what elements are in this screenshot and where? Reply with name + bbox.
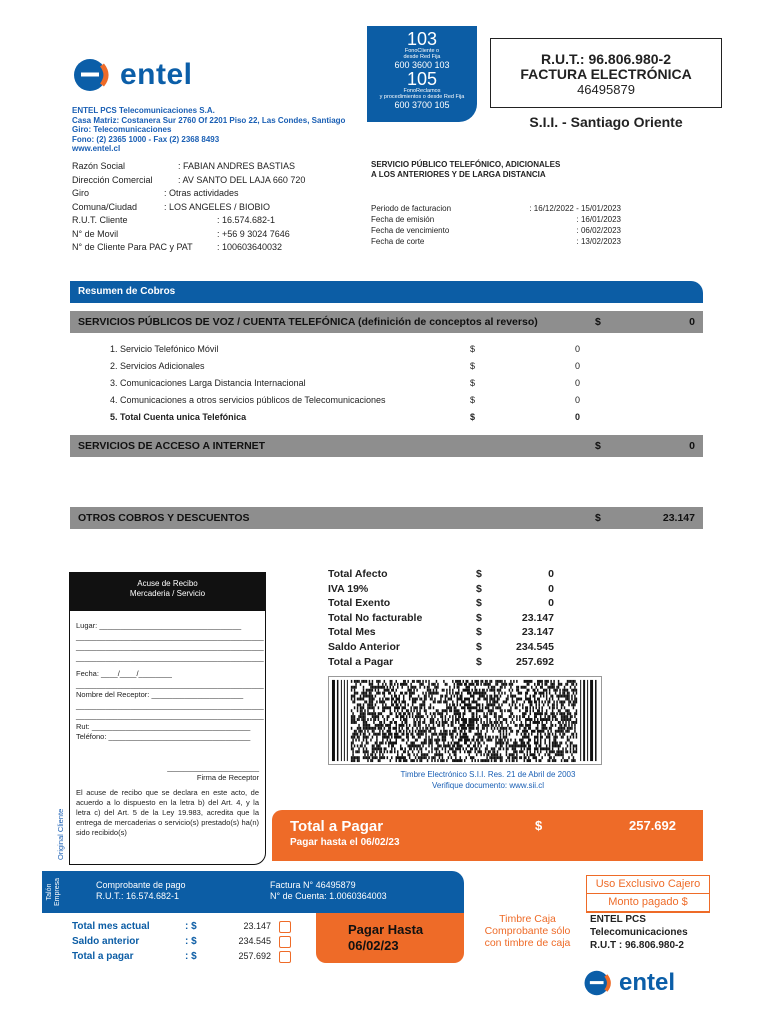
- company-giro: Giro: Telecomunicaciones: [72, 125, 172, 134]
- invoice-rut-box: [490, 38, 722, 108]
- bar-value: 0: [689, 440, 695, 452]
- billing-periods: [371, 203, 621, 247]
- period-row: [371, 214, 621, 225]
- acuse-legal-text: El acuse de recibo que se declara en este acto, de acuerdo a lo dispuesto en la letra b) del Art. 4, y la letra c) del Art. 5 de la Ley 19.983, acredita que la entrega de mercaderias o servicio(s) prestado(s) ha(n) sido recibido(s): [76, 787, 259, 837]
- client-row: [72, 241, 305, 255]
- phone-103: 103: [406, 29, 438, 49]
- timbre-caja: [470, 913, 585, 949]
- period-value: : 16/12/2022 - 15/01/2023: [529, 204, 621, 213]
- acuse-lugar-row: [76, 621, 259, 632]
- monto-pagado-label: Monto pagado $: [587, 894, 709, 912]
- client-value: : LOS ANGELES / BIOBIO: [164, 201, 271, 212]
- other-charges-bar: [70, 507, 703, 529]
- total-currency: $: [476, 582, 482, 595]
- bar-value: 23.147: [662, 512, 695, 524]
- acuse-telefono-label: Teléfono:: [76, 732, 107, 741]
- checkbox[interactable]: [279, 921, 291, 933]
- phone-103-label2: desde Red Fija: [403, 54, 441, 60]
- total-pay-banner: [272, 810, 703, 861]
- timbre-line: Timbre Electrónico S.I.I. Res. 21 de Abril de 2003: [400, 770, 576, 779]
- stub-total-currency: : $: [185, 921, 197, 932]
- acuse-rut-row: [76, 722, 259, 733]
- company-name: ENTEL PCS Telecomunicaciones S.A.: [72, 106, 215, 115]
- acuse-subtitle: Mercaderia / Servicio: [129, 589, 206, 598]
- bar-currency: $: [595, 316, 601, 328]
- client-row: [72, 174, 305, 188]
- table-row: [328, 567, 558, 582]
- service-line: A LOS ANTERIORES Y DE LARGA DISTANCIA: [371, 170, 546, 179]
- total-value: 23.147: [521, 611, 554, 624]
- table-row: [328, 611, 558, 626]
- entel-footer-logo-text: entel: [619, 969, 676, 996]
- bar-label: OTROS COBROS Y DESCUENTOS: [78, 512, 250, 524]
- stub-total-value: 257.692: [238, 951, 271, 961]
- entel-rut-footer: [590, 913, 688, 952]
- timbre-verify-link[interactable]: Verifique documento: www.sii.cl: [431, 781, 545, 790]
- client-value: : AV SANTO DEL LAJA 660 720: [178, 174, 306, 185]
- acuse-lugar-label: Lugar:: [76, 621, 98, 630]
- service-line: SERVICIO PÚBLICO TELEFÓNICO, ADICIONALES: [371, 160, 561, 169]
- total-currency: $: [476, 568, 482, 580]
- stub-right: [270, 880, 387, 902]
- internet-services-bar: [70, 435, 703, 457]
- stub-total-label: Total a pagar: [72, 951, 134, 962]
- list-item: [110, 375, 590, 392]
- table-row: [72, 919, 291, 934]
- period-value: : 13/02/2023: [576, 237, 621, 246]
- stub-factura: Factura N° 46495879: [270, 880, 356, 890]
- resumen-header: Resumen de Cobros: [70, 281, 703, 303]
- acuse-title: Acuse de Recibo: [137, 579, 198, 588]
- acuse-body: [70, 611, 265, 842]
- table-row: [328, 582, 558, 597]
- table-row: [328, 655, 558, 670]
- item-value: 0: [575, 412, 581, 422]
- item-currency: $: [470, 344, 476, 354]
- item-currency: $: [470, 378, 476, 388]
- stub-left: [96, 880, 186, 902]
- total-currency: $: [476, 597, 482, 610]
- item-value: 0: [575, 395, 581, 405]
- acuse-line: _____________________________________________: [76, 700, 264, 710]
- stub-total-currency: : $: [185, 951, 197, 962]
- client-label: Comuna/Ciudad: [72, 201, 138, 212]
- list-item: [110, 409, 590, 426]
- phone-105-number: 600 3700 105: [394, 100, 450, 110]
- bar-value: 0: [689, 316, 695, 328]
- client-value: : FABIAN ANDRES BASTIAS: [178, 161, 296, 171]
- total-label: Saldo Anterior: [328, 640, 400, 653]
- bar-label: SERVICIOS PÚBLICOS DE VOZ / CUENTA TELEFÓNICA (definición de conceptos al reverso): [78, 316, 538, 328]
- item-value: 0: [575, 344, 581, 354]
- total-currency: $: [476, 640, 482, 653]
- acuse-telefono-line: __________________________________: [106, 732, 251, 741]
- acuse-line: _____________________________________________: [76, 642, 264, 651]
- checkbox[interactable]: [279, 951, 291, 963]
- total-pay-currency: $: [535, 818, 543, 833]
- total-value: 234.545: [516, 640, 554, 653]
- bar-label: SERVICIOS DE ACCESO A INTERNET: [78, 440, 266, 452]
- client-row: [72, 187, 305, 201]
- service-description: [371, 160, 571, 180]
- invoice-rut: R.U.T.: 96.806.980-2: [541, 51, 671, 67]
- period-label: Periodo de facturacion: [371, 204, 452, 213]
- pagar-hasta-label: Pagar Hasta: [348, 922, 424, 937]
- total-label: Total a Pagar: [328, 655, 394, 668]
- total-label: Total Exento: [328, 597, 391, 610]
- period-value: : 06/02/2023: [576, 226, 621, 235]
- total-label: IVA 19%: [328, 582, 369, 595]
- total-value: 23.147: [521, 626, 554, 639]
- entel-logo: [72, 56, 193, 94]
- client-info: [72, 160, 305, 255]
- total-value: 0: [548, 597, 554, 610]
- acuse-line: _____________________________________________: [76, 679, 264, 689]
- acuse-firma-label: Firma de Receptor: [196, 773, 259, 782]
- acuse-receptor-row: [76, 690, 259, 701]
- phone-105: 105: [406, 69, 438, 89]
- acuse-lugar-line: __________________________________: [97, 621, 242, 630]
- item-currency: $: [470, 395, 476, 405]
- total-pay-subtitle: Pagar hasta el 06/02/23: [290, 837, 400, 848]
- table-row: [328, 596, 558, 611]
- bar-currency: $: [595, 512, 601, 524]
- phone-105-label2: y procedimientos o desde Red Fija: [379, 94, 465, 100]
- item-currency: $: [470, 361, 476, 371]
- item-label: 3. Comunicaciones Larga Distancia Internacional: [110, 378, 306, 388]
- acuse-firma-line: ______________________: [167, 762, 259, 772]
- total-currency: $: [476, 655, 482, 668]
- timbre-electronico: [388, 769, 588, 791]
- period-row: [371, 203, 621, 214]
- acuse-receptor-label: Nombre del Receptor:: [76, 690, 150, 699]
- total-pay-title: Total a Pagar: [290, 818, 384, 835]
- stub-comprobante: Comprobante de pago: [96, 880, 186, 890]
- table-row: [72, 934, 291, 949]
- company-web: www.entel.cl: [72, 144, 121, 153]
- entel-rut-line: Telecomunicaciones: [590, 927, 688, 938]
- period-row: [371, 225, 621, 236]
- entel-rut-line: ENTEL PCS: [590, 914, 646, 925]
- phone-105-label: FonoReclamos: [403, 88, 441, 94]
- list-item: [110, 341, 590, 358]
- entel-footer-logo-icon: [583, 968, 615, 998]
- pdf417-barcode: [328, 676, 602, 765]
- acuse-line: _____________________________________________: [76, 631, 264, 641]
- phone-103-number: 600 3600 103: [394, 60, 450, 70]
- total-label: Total Afecto: [328, 568, 388, 580]
- company-phone: Fono: (2) 2365 1000 - Fax (2) 2368 8493: [72, 134, 220, 144]
- invoice-type: FACTURA ELECTRÓNICA: [520, 66, 692, 82]
- acuse-recibo-box: [69, 572, 266, 865]
- total-pay-amount: 257.692: [629, 818, 676, 833]
- stub-total-value: 23.147: [243, 921, 271, 931]
- company-info: [72, 106, 362, 154]
- item-label: 4. Comunicaciones a otros servicios públicos de Telecomunicaciones: [110, 395, 386, 405]
- table-row: [328, 625, 558, 640]
- acuse-rut-line: ______________________________________: [89, 721, 251, 731]
- period-label: Fecha de corte: [371, 237, 425, 246]
- caja-line: Timbre Caja: [499, 913, 556, 925]
- total-value: 0: [548, 582, 554, 595]
- total-currency: $: [476, 626, 482, 639]
- period-value: : 16/01/2023: [576, 215, 621, 224]
- charge-items: [110, 341, 590, 426]
- stub-cuenta: N° de Cuenta: 1.0060364003: [270, 891, 387, 901]
- pagar-hasta-box: [316, 913, 464, 963]
- client-label: Razón Social: [72, 161, 126, 171]
- caja-line: Comprobante sólo: [484, 925, 571, 937]
- list-item: [110, 358, 590, 375]
- voice-services-bar: [70, 311, 703, 333]
- period-label: Fecha de emisión: [371, 215, 435, 224]
- stub-total-currency: : $: [185, 936, 197, 947]
- acuse-telefono-row: [76, 732, 259, 743]
- client-value: : +56 9 3024 7646: [217, 228, 290, 239]
- invoice-number: 46495879: [577, 82, 635, 97]
- acuse-header: [70, 573, 265, 611]
- item-label: 2. Servicios Adicionales: [110, 361, 205, 371]
- client-row: [72, 214, 305, 228]
- client-label: N° de Movil: [72, 228, 119, 239]
- list-item: [110, 392, 590, 409]
- client-value: : 16.574.682-1: [217, 215, 276, 225]
- period-label: Fecha de vencimiento: [371, 226, 450, 235]
- bar-currency: $: [595, 440, 601, 452]
- entel-logo-text: entel: [120, 58, 193, 91]
- entel-rut-line: R.U.T : 96.806.980-2: [590, 940, 684, 951]
- total-label: Total No facturable: [328, 611, 423, 624]
- sii-office: S.I.I. - Santiago Oriente: [529, 114, 683, 130]
- checkbox[interactable]: [279, 936, 291, 948]
- company-address: Casa Matriz: Costanera Sur 2760 Of 2201 Piso 22, Las Condes, Santiago: [72, 115, 346, 125]
- period-row: [371, 236, 621, 247]
- total-value: 0: [548, 568, 554, 580]
- table-row: [328, 640, 558, 655]
- client-value: : Otras actividades: [164, 188, 239, 198]
- entel-logo-icon: [72, 56, 114, 94]
- stub-totals: [72, 919, 291, 964]
- item-label: 5. Total Cuenta unica Telefónica: [110, 412, 247, 422]
- acuse-receptor-line: ______________________: [149, 690, 244, 699]
- table-row: [72, 949, 291, 964]
- stub-total-label: Total mes actual: [72, 921, 150, 932]
- client-label: Giro: [72, 188, 90, 198]
- item-value: 0: [575, 378, 581, 388]
- stub-total-label: Saldo anterior: [72, 936, 140, 947]
- acuse-fecha-label: Fecha: ____/____/________: [76, 669, 172, 678]
- item-value: 0: [575, 361, 581, 371]
- talon-label: Talón Empresa: [46, 878, 61, 907]
- item-currency: $: [470, 412, 476, 422]
- client-row: [72, 228, 305, 242]
- client-row: [72, 160, 305, 174]
- client-label: Dirección Comercial: [72, 174, 153, 185]
- acuse-line: _____________________________________________: [76, 711, 264, 720]
- pagar-hasta-date: 06/02/23: [348, 938, 399, 953]
- stub-rut: R.U.T.: 16.574.682-1: [96, 891, 180, 901]
- phone-103-label: FonoCliente o: [404, 48, 440, 54]
- phone-box: [367, 26, 477, 122]
- caja-line: con timbre de caja: [484, 937, 571, 949]
- total-value: 257.692: [516, 655, 554, 668]
- item-label: 1. Servicio Telefónico Móvil: [110, 344, 219, 354]
- client-label: R.U.T. Cliente: [72, 215, 128, 225]
- cajero-box: [586, 875, 710, 913]
- entel-footer-logo: [583, 968, 675, 998]
- totals-table: [328, 567, 558, 669]
- payment-stub: [68, 871, 464, 913]
- acuse-line: _____________________________________________: [76, 652, 264, 662]
- cajero-label: Uso Exclusivo Cajero: [587, 876, 709, 894]
- client-label: N° de Cliente Para PAC y PAT: [72, 242, 193, 252]
- client-value: : 100603640032: [217, 242, 283, 252]
- stub-total-value: 234.545: [238, 936, 271, 946]
- total-currency: $: [476, 611, 482, 624]
- original-cliente-label: Original Cliente: [56, 808, 65, 860]
- client-row: [72, 201, 305, 215]
- acuse-rut-label: Rut:: [76, 721, 90, 731]
- total-label: Total Mes: [328, 626, 376, 639]
